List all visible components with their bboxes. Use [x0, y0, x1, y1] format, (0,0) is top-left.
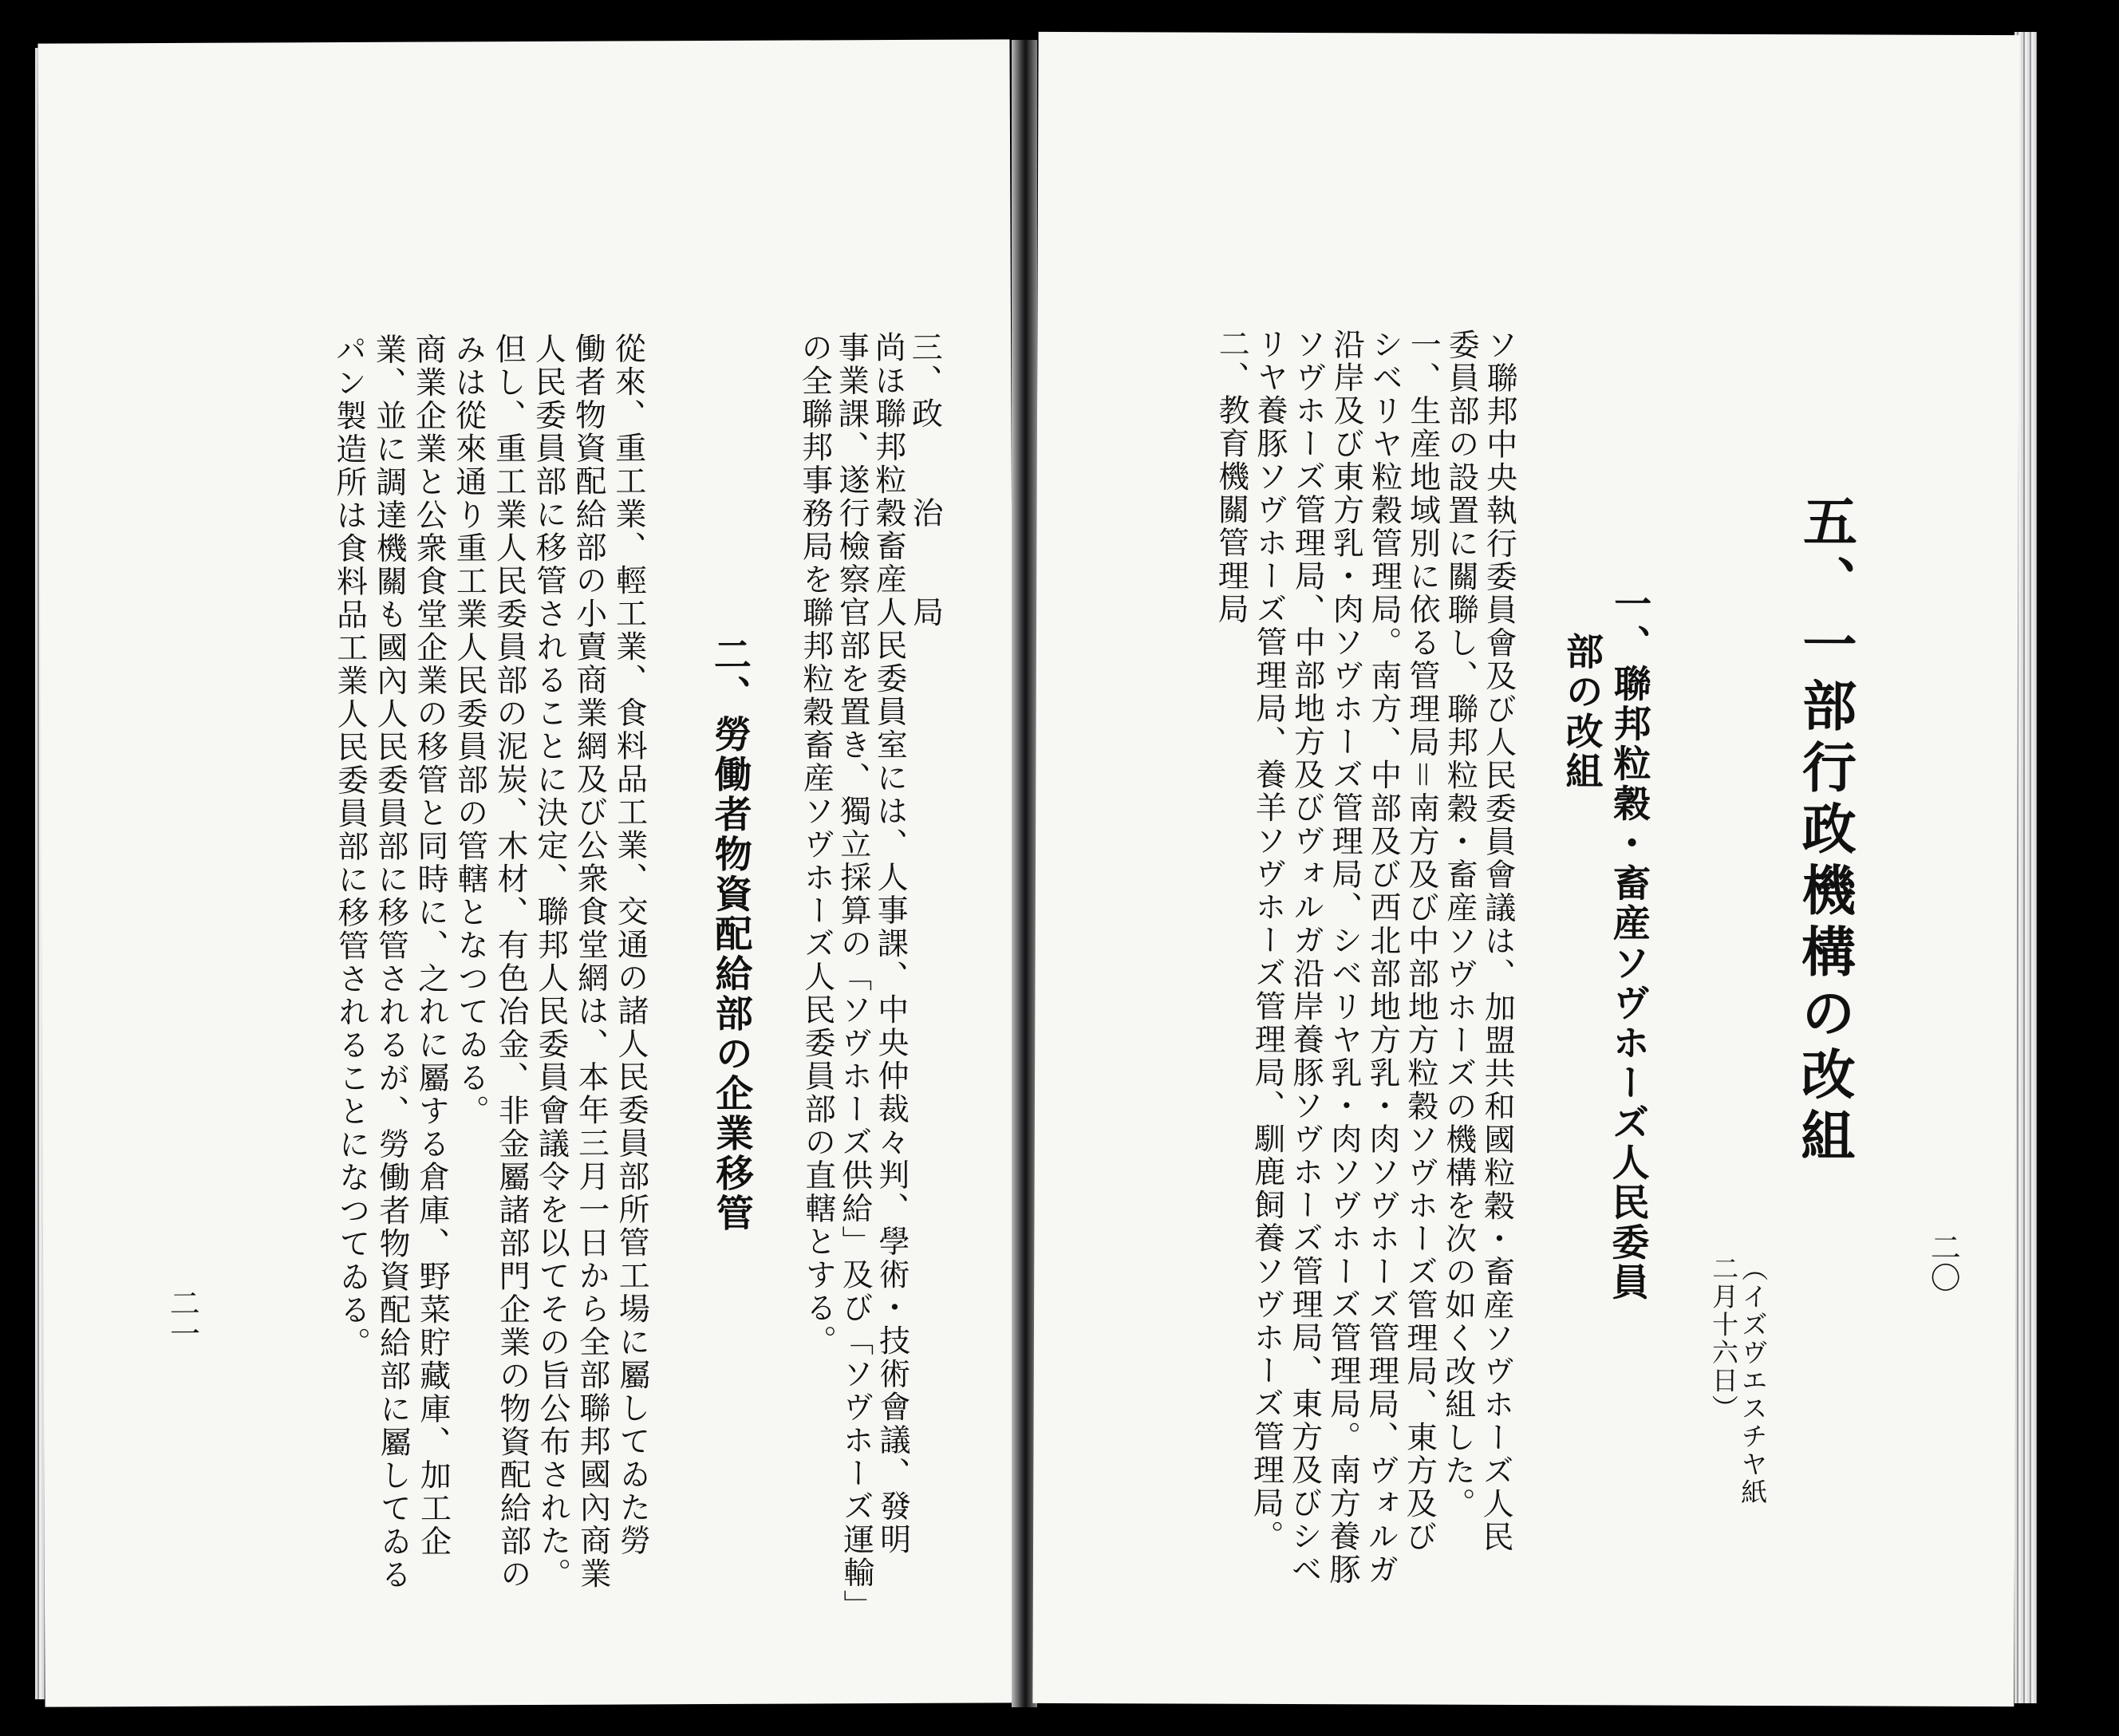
- body-line: みは從來通り重工業人民委員部の管轄となつてゐる。: [450, 333, 490, 1128]
- right-page: [1032, 32, 2019, 1706]
- body-line: の全聯邦事務局を聯邦粒穀畜産ソヴホーズ人民委員部の直轄とする。: [796, 331, 837, 1359]
- body-line: パン製造所は食料品工業人民委員部に移管されることになつてゐる。: [330, 333, 371, 1360]
- body-line: 二、教育機關管理局: [1213, 327, 1250, 626]
- source-citation: （イズヴエスチヤ紙: [1737, 1254, 1770, 1507]
- body-line: 商業企業と公衆食堂企業の移管と同時に、之れに屬する倉庫、野菜貯藏庫、加工企: [410, 333, 452, 1559]
- body-line: 事業課、遂行檢察官部を置き、獨立採算の「ソヴホーズ供給」及び「ソヴホーズ運輸」: [833, 331, 875, 1623]
- left-page: [37, 39, 1016, 1706]
- body-line: 三、政 治 局: [906, 330, 944, 629]
- body-line: ソ聯邦中央執行委員會及び人民委員會議は、加盟共和國粒穀・畜産ソヴホーズ人民: [1478, 328, 1518, 1554]
- source-date: 二月十六日）: [1707, 1254, 1740, 1422]
- body-line: 委員部の設置に關聯し、聯邦粒穀・畜産ソヴホーズの機構を次の如く改組した。: [1439, 328, 1480, 1521]
- body-line: 人民委員部に移管されることに決定、聯邦人民委員會議令を以てその旨公布された。: [530, 332, 571, 1591]
- section-heading: 二、勞働者物資配給部の企業移管: [707, 634, 754, 1234]
- body-line: 從來、重工業、輕工業、食料品工業、交通の諸人民委員部所管工場に屬してゐた勞: [610, 332, 651, 1558]
- body-line: 沿岸及び東方乳・肉ソヴホーズ管理局、シベリヤ乳・肉ソヴホーズ管理局。南方養豚: [1324, 328, 1365, 1587]
- subsection-heading: 一、聯邦粒穀・畜産ソヴホーズ人民委員: [1605, 584, 1652, 1303]
- body-line: 但し、重工業人民委員部の泥炭、木材、有色冶金、非金屬諸部門企業の物資配給部の: [490, 333, 531, 1592]
- page-number: 二一: [164, 1287, 200, 1348]
- page-number: 二〇: [1925, 1231, 1961, 1292]
- body-line: 尚ほ聯邦粒穀畜産人民委員室には、人事課、中央仲裁々判、學術・技術會議、發明: [870, 330, 911, 1556]
- body-line: 一、生産地域別に依る管理局＝南方及び中部地方粒穀ソヴホーズ管理局、東方及び: [1401, 328, 1442, 1554]
- section-title: 五、一部行政機構の改組: [1791, 493, 1858, 1170]
- body-line: 働者物資配給部の小賣商業網及び公衆食堂網は、本年三月一日から全部聯邦國內商業: [570, 332, 611, 1591]
- body-line: 業、並に調達機關も國內人民委員部に移管されるが、勞働者物資配給部に屬してゐる: [370, 333, 412, 1592]
- subsection-heading: 部の改組: [1559, 632, 1604, 792]
- body-line: リヤ養豚ソヴホーズ管理局、養羊ソヴホーズ管理局、馴鹿飼養ソヴホーズ管理局。: [1248, 327, 1288, 1553]
- body-line: シベリヤ粒穀管理局。南方、中部及び西北部地方乳・肉ソヴホーズ管理局、ヴォルガ: [1362, 328, 1403, 1587]
- body-line: ソヴホーズ管理局、中部地方及びヴォルガ沿岸養豚ソヴホーズ管理局、東方及びシベ: [1285, 327, 1327, 1587]
